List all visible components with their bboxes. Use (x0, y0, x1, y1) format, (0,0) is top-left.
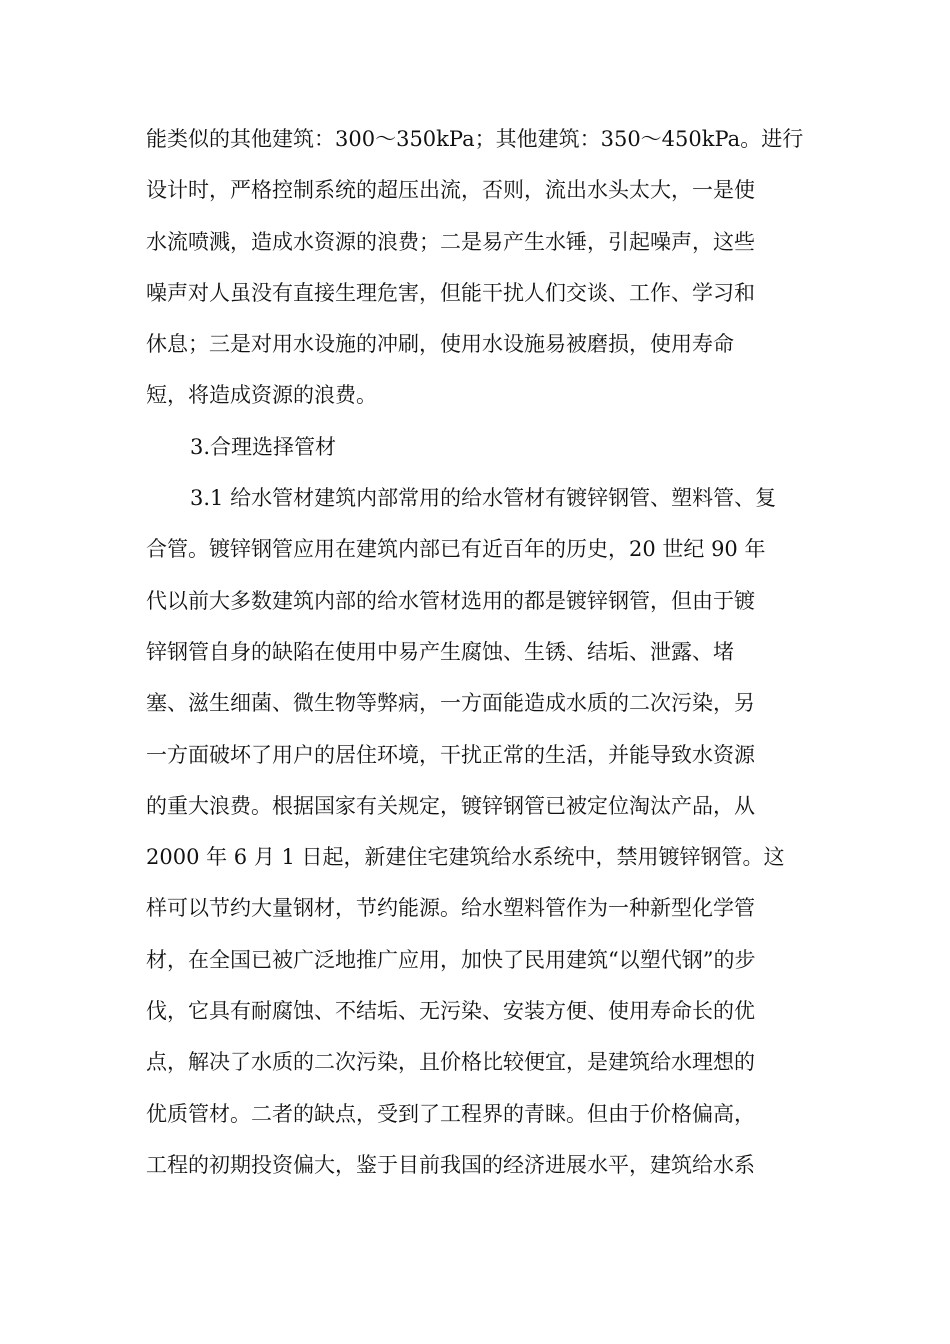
text-line: 优质管材。二者的缺点，受到了工程界的青睐。但由于价格偏高， (146, 1101, 755, 1126)
body-text (146, 114, 816, 1191)
text-line: 的重大浪费。根据国家有关规定，镀锌钢管已被定位淘汰产品，从 (146, 793, 755, 818)
text-line: 水流喷溅，造成水资源的浪费；二是易产生水锤，引起噪声，这些 (146, 229, 755, 254)
text-line: 点，解决了水质的二次污染，且价格比较便宜，是建筑给水理想的 (146, 1050, 755, 1075)
text-line: 噪声对人虽没有直接生理危害，但能干扰人们交谈、工作、学习和 (146, 280, 755, 305)
paragraph-start-line: 3.1 给水管材建筑内部常用的给水管材有镀锌钢管、塑料管、复 (190, 486, 777, 511)
text-line: 能类似的其他建筑：300～350kPa；其他建筑：350～450kPa。进行 (146, 127, 804, 151)
text-line: 样可以节约大量钢材，节约能源。给水塑料管作为一种新型化学管 (146, 896, 755, 921)
text-line: 休息；三是对用水设施的冲刷，使用水设施易被磨损，使用寿命 (146, 332, 734, 357)
text-line: 塞、滋生细菌、微生物等弊病，一方面能造成水质的二次污染，另 (146, 691, 755, 716)
text-line: 合管。镀锌钢管应用在建筑内部已有近百年的历史，20 世纪 90 年 (146, 537, 766, 562)
text-line: 短，将造成资源的浪费。 (146, 383, 377, 408)
text-line: 一方面破坏了用户的居住环境，干扰正常的生活，并能导致水资源 (146, 742, 755, 767)
text-line: 2000 年 6 月 1 日起，新建住宅建筑给水系统中，禁用镀锌钢管。这 (146, 845, 785, 870)
text-line: 锌钢管自身的缺陷在使用中易产生腐蚀、生锈、结垢、泄露、堵 (146, 639, 734, 664)
section-heading: 3.合理选择管材 (190, 434, 337, 459)
text-line: 材，在全国已被广泛地推广应用，加快了民用建筑“以塑代钢”的步 (146, 947, 756, 972)
text-line: 伐，它具有耐腐蚀、不结垢、无污染、安装方便、使用寿命长的优 (146, 999, 755, 1024)
text-line: 设计时，严格控制系统的超压出流，否则，流出水头太大，一是使 (146, 178, 755, 203)
text-line: 代以前大多数建筑内部的给水管材选用的都是镀锌钢管，但由于镀 (146, 588, 755, 613)
text-line: 工程的初期投资偏大，鉴于目前我国的经济进展水平，建筑给水系 (146, 1152, 755, 1177)
